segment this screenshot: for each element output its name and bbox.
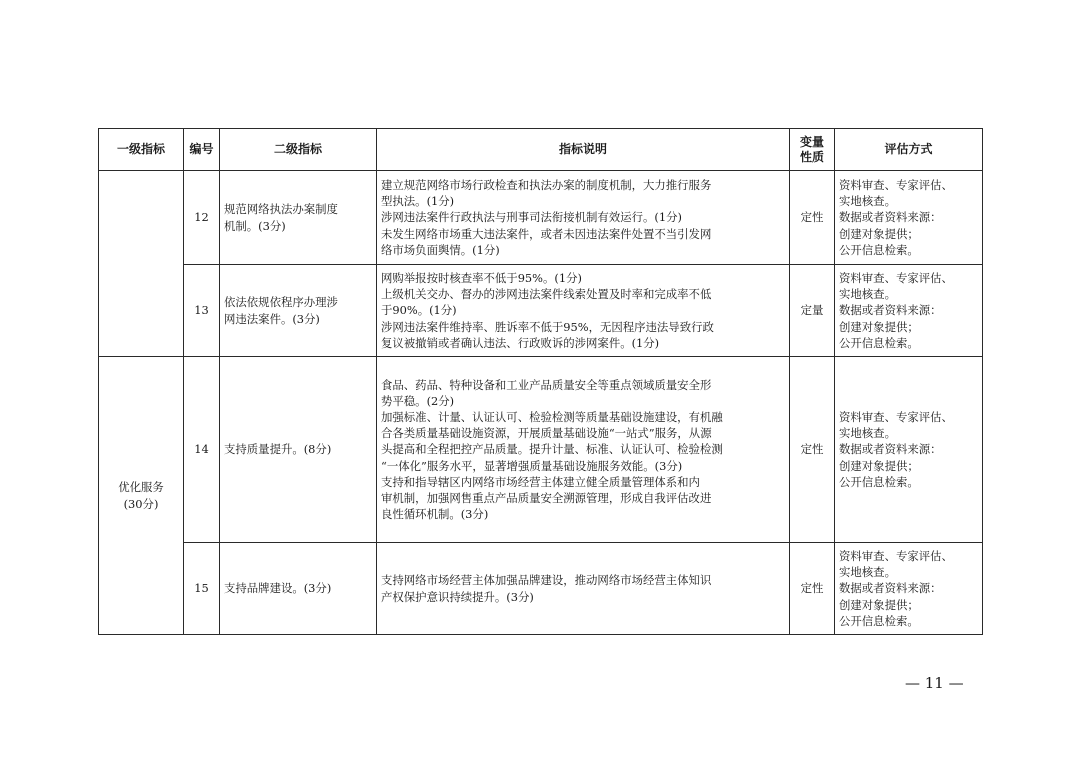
row-number: 12 bbox=[184, 171, 220, 265]
indicator-table bbox=[98, 128, 983, 635]
primary-indicator-optimize-service: 优化服务 (30分) bbox=[99, 357, 184, 635]
secondary-indicator: 依法依规依程序办理涉 网违法案件。(3分) bbox=[220, 265, 377, 357]
variable-nature: 定量 bbox=[790, 265, 835, 357]
variable-nature: 定性 bbox=[790, 171, 835, 265]
table-row bbox=[99, 543, 983, 635]
table-row bbox=[99, 171, 983, 265]
header-secondary-indicator: 二级指标 bbox=[220, 129, 377, 171]
page-number: — 11 — bbox=[905, 674, 964, 692]
table-row bbox=[99, 357, 983, 543]
indicator-description: 支持网络市场经营主体加强品牌建设，推动网络市场经营主体知识 产权保护意识持续提升。(3分) bbox=[377, 543, 790, 635]
secondary-indicator: 支持品牌建设。(3分) bbox=[220, 543, 377, 635]
secondary-indicator: 规范网络执法办案制度 机制。(3分) bbox=[220, 171, 377, 265]
header-evaluation-method: 评估方式 bbox=[835, 129, 983, 171]
row-number: 13 bbox=[184, 265, 220, 357]
header-number: 编号 bbox=[184, 129, 220, 171]
table-header-row bbox=[99, 129, 983, 171]
variable-nature: 定性 bbox=[790, 543, 835, 635]
indicator-description: 食品、药品、特种设备和工业产品质量安全等重点领域质量安全形 势平稳。(2分) 加强标准、计量、认证认可、检验检测等质量基础设施建设，有机融 合各类质量基础设施资源，开展质量基础设施“一站式”服务，从源 头提高和全程把控产品质量。提升计量、标准、认证认可、检验检测 “一体化”服务水平，显著增强质量基础设施服务效能。(3分) 支持和指导辖区内网络市场经营主体建立健全质量管理体系和内 审机制，加强网售重点产品质量安全溯源管理，形成自我评估改进 良性循环机制。(3分) bbox=[377, 357, 790, 543]
secondary-indicator: 支持质量提升。(8分) bbox=[220, 357, 377, 543]
variable-nature: 定性 bbox=[790, 357, 835, 543]
header-variable-nature: 变量 性质 bbox=[790, 129, 835, 171]
header-primary-indicator: 一级指标 bbox=[99, 129, 184, 171]
indicator-description: 网购举报按时核查率不低于95%。(1分) 上级机关交办、督办的涉网违法案件线索处置及时率和完成率不低 于90%。(1分) 涉网违法案件维持率、胜诉率不低于95%，无因程序违法导致行政 复议被撤销或者确认违法、行政败诉的涉网案件。(1分) bbox=[377, 265, 790, 357]
evaluation-method: 资料审查、专家评估、 实地核查。 数据或者资料来源： 创建对象提供； 公开信息检索。 bbox=[835, 171, 983, 265]
table-row bbox=[99, 265, 983, 357]
row-number: 14 bbox=[184, 357, 220, 543]
evaluation-method: 资料审查、专家评估、 实地核查。 数据或者资料来源： 创建对象提供； 公开信息检索。 bbox=[835, 265, 983, 357]
primary-indicator-cell-empty bbox=[99, 171, 184, 357]
evaluation-method: 资料审查、专家评估、 实地核查。 数据或者资料来源： 创建对象提供； 公开信息检索。 bbox=[835, 357, 983, 543]
evaluation-method: 资料审查、专家评估、 实地核查。 数据或者资料来源： 创建对象提供； 公开信息检索。 bbox=[835, 543, 983, 635]
row-number: 15 bbox=[184, 543, 220, 635]
indicator-description: 建立规范网络市场行政检查和执法办案的制度机制，大力推行服务 型执法。(1分) 涉网违法案件行政执法与刑事司法衔接机制有效运行。(1分) 未发生网络市场重大违法案件，或者未因违法案件处置不当引发网 络市场负面舆情。(1分) bbox=[377, 171, 790, 265]
header-indicator-description: 指标说明 bbox=[377, 129, 790, 171]
